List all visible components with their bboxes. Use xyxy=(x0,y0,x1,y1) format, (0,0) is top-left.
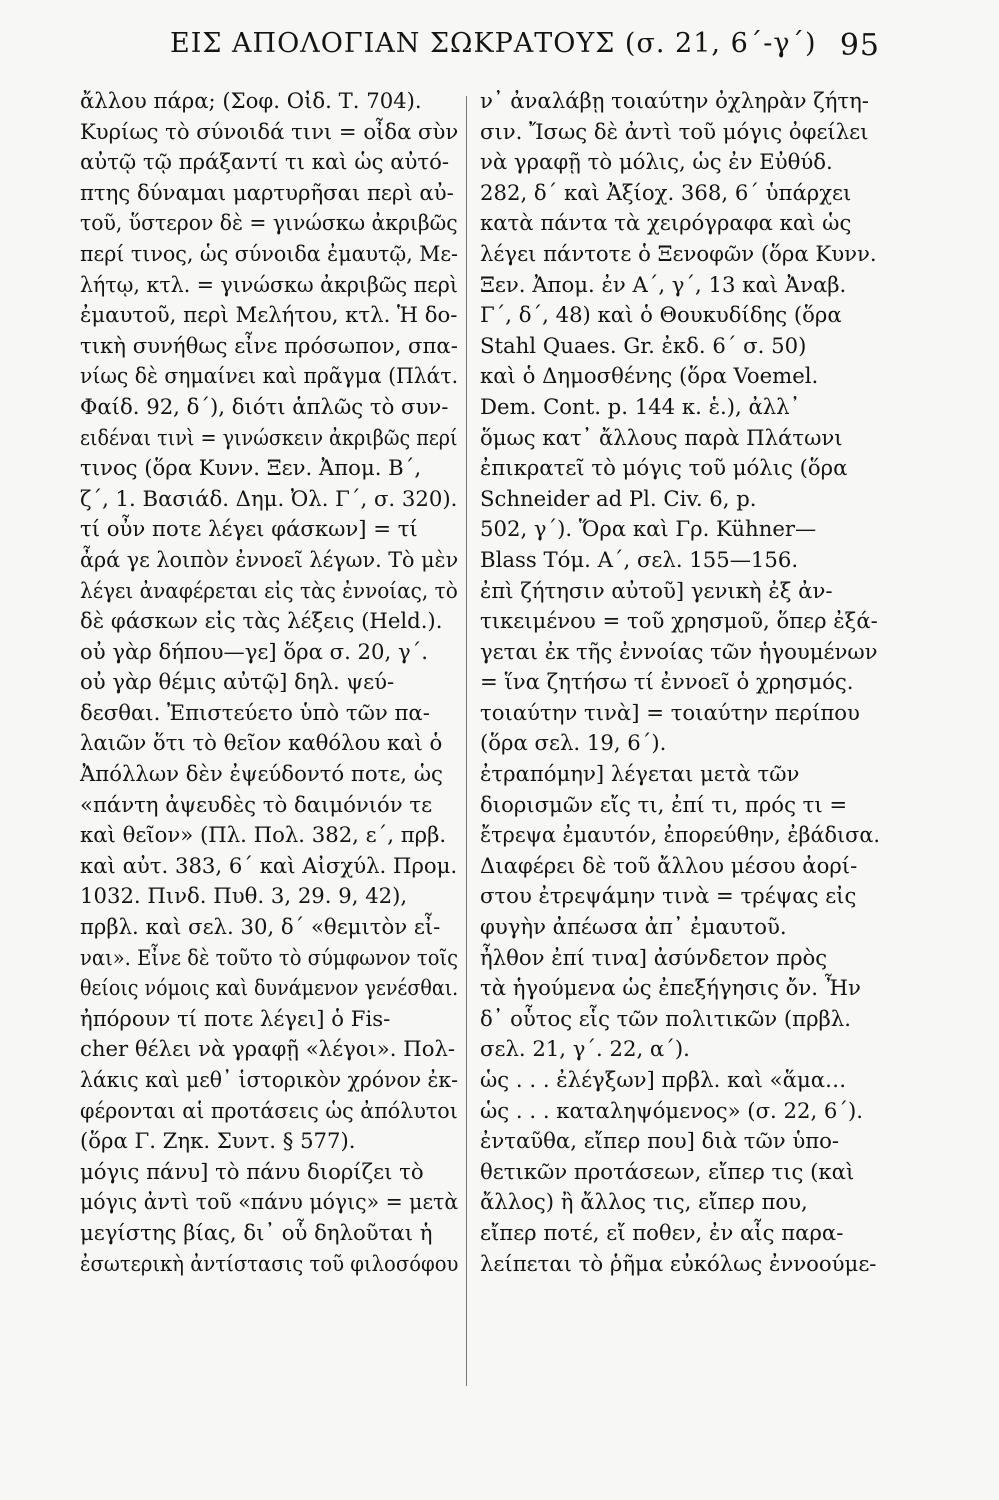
column-divider xyxy=(466,96,467,1386)
text-line: διορισμῶν εἴς τι, ἐπί τι, πρός τι = xyxy=(480,791,848,817)
text-line: τινος (ὅρα Κυνν. Ξεν. Ἀπομ. Β΄, xyxy=(80,455,422,481)
text-line: Γ΄, δ΄, 48) καὶ ὁ Θουκυδίδης (ὅρα xyxy=(480,302,842,328)
text-line: σιν. Ἴσως δὲ ἀντὶ τοῦ μόγις ὀφείλει xyxy=(480,118,869,144)
text-line: ἐμαυτοῦ, περὶ Μελήτου, κτλ. Ἡ δο- xyxy=(80,302,458,328)
text-line: λήτῳ, κτλ. = γινώσκω ἀκριβῶς περὶ xyxy=(80,271,458,297)
text-line: γεται ἐκ τῆς ἐννοίας τῶν ἡγουμένων xyxy=(480,638,878,664)
text-line: ἄλλου πάρα; (Σοφ. Οἰδ. Τ. 704). xyxy=(80,88,422,113)
text-line: (ὅρα Γ. Ζηκ. Συντ. § 577). xyxy=(80,1128,356,1154)
text-line: καὶ θεῖον» (Πλ. Πολ. 382, ε΄, πρβ. xyxy=(80,822,447,848)
text-line: νὰ γραφῇ τὸ μόλις, ὡς ἐν Εὐθύδ. xyxy=(480,149,833,175)
text-line: 502, γ΄). Ὅρα καὶ Γρ. Kühner— xyxy=(480,516,817,542)
text-line: = ἵνα ζητήσω τί ἐννοεῖ ὁ χρησμός. xyxy=(480,669,854,695)
header-title: ΕΙΣ ΑΠΟΛΟΓΙΑΝ ΣΩΚΡΑΤΟΥΣ (σ. 21, 6΄-γ΄) xyxy=(170,28,817,59)
text-line: περί τινος, ὡς σύνοιδα ἐμαυτῷ, Με- xyxy=(80,240,458,266)
text-line: σελ. 21, γ΄. 22, α΄). xyxy=(480,1036,690,1062)
text-line: ναι». Εἶνε δὲ τοῦτο τὸ σύμφωνον τοῖς xyxy=(80,944,459,970)
text-line: μόγις πάνυ] τὸ πάνυ διορίζει τὸ xyxy=(80,1158,424,1184)
text-line: λείπεται τὸ ῥῆμα εὐκόλως ἐννοούμε- xyxy=(480,1250,877,1276)
text-line: ν᾽ ἀναλάβῃ τοιαύτην ὀχληρὰν ζήτη- xyxy=(480,88,869,113)
text-line: ἐνταῦθα, εἴπερ που] διὰ τῶν ὑπο- xyxy=(480,1128,840,1154)
text-line: κατὰ πάντα τὰ χειρόγραφα καὶ ὡς xyxy=(480,210,852,236)
text-line: δὲ φάσκων εἰς τὰς λέξεις (Held.). xyxy=(80,608,443,634)
text-line: Blass Τόμ. Α΄, σελ. 155—156. xyxy=(480,546,799,572)
text-line: Φαίδ. 92, δ΄), διότι ἁπλῶς τὸ συν- xyxy=(80,393,449,419)
text-line: καὶ ὁ Δημοσθένης (ὅρα Voemel. xyxy=(480,363,819,389)
text-line: (ὅρα σελ. 19, 6΄). xyxy=(480,730,667,756)
text-line: ἐπὶ ζήτησιν αὐτοῦ] γενικὴ ἐξ ἀν- xyxy=(480,577,833,603)
text-line: λέγει πάντοτε ὁ Ξενοφῶν (ὅρα Κυνν. xyxy=(480,240,877,266)
text-line: δ᾽ οὗτος εἷς τῶν πολιτικῶν (πρβλ. xyxy=(480,1005,851,1031)
text-line: Ξεν. Ἀπομ. ἐν Α΄, γ΄, 13 καὶ Ἀναβ. xyxy=(480,271,847,297)
text-line: οὐ γὰρ δήπου—γε] ὅρα σ. 20, γ΄. xyxy=(80,638,428,664)
text-line: ὅμως κατ᾽ ἄλλους παρὰ Πλάτωνι xyxy=(480,424,843,450)
page-number: 95 xyxy=(839,28,880,63)
text-line: ἐπικρατεῖ τὸ μόγις τοῦ μόλις (ὅρα xyxy=(480,455,848,481)
text-line: ἐτραπόμην] λέγεται μετὰ τῶν xyxy=(480,761,800,787)
text-line: ἠπόρουν τί ποτε λέγει] ὁ Fis- xyxy=(80,1005,391,1031)
text-line: τοιαύτην τινὰ] = τοιαύτην περίπου xyxy=(480,699,860,725)
text-line: ἄλλος) ἢ ἄλλος τις, εἴπερ που, xyxy=(480,1189,808,1215)
text-line: ἆρά γε λοιπὸν ἐννοεῖ λέγων. Τὸ μὲν xyxy=(80,546,459,572)
text-line: θετικῶν προτάσεων, εἴπερ τις (καὶ xyxy=(480,1158,855,1184)
text-line: ἦλθον ἐπί τινα] ἀσύνδετον πρὸς xyxy=(480,944,828,970)
text-line: ζ΄, 1. Βασιάδ. Δημ. Ὀλ. Γ΄, σ. 320). xyxy=(80,485,458,511)
text-line: εἴπερ ποτέ, εἴ ποθεν, ἐν αἷς παρα- xyxy=(480,1219,844,1245)
text-line: τικειμένου = τοῦ χρησμοῦ, ὅπερ ἐξά- xyxy=(480,608,878,634)
text-line: λάκις καὶ μεθ᾽ ἱστορικὸν χρόνον ἐκ- xyxy=(80,1067,459,1092)
text-line: τὰ ἡγούμενα ὡς ἐπεξήγησις ὄν. Ἦν xyxy=(480,975,861,1001)
text-line: φέρονται αἱ προτάσεις ὡς ἀπόλυτοι xyxy=(80,1097,458,1123)
text-line: πτης δύναμαι μαρτυρῆσαι περὶ αὐ- xyxy=(80,179,454,205)
left-column xyxy=(80,86,458,1279)
text-line: λαιῶν ὅτι τὸ θεῖον καθόλου καὶ ὁ xyxy=(80,730,443,756)
text-line: ἐσωτερικὴ ἀντίστασις τοῦ φιλοσόφου xyxy=(80,1250,459,1276)
text-line: Dem. Cont. p. 144 κ. ἑ.), ἀλλ᾽ xyxy=(480,393,801,419)
text-line: μόγις ἀντὶ τοῦ «πάνυ μόγις» = μετὰ xyxy=(80,1189,459,1215)
text-line: ὡς . . . ἐλέγξων] πρβλ. καὶ «ἅμα… xyxy=(480,1067,847,1092)
text-line: νίως δὲ σημαίνει καὶ πρᾶγμα (Πλάτ. xyxy=(80,363,459,389)
text-line: cher θέλει νὰ γραφῇ «λέγοι». Πολ- xyxy=(80,1036,456,1062)
text-line: λέγει ἀναφέρεται εἰς τὰς ἐννοίας, τὸ xyxy=(80,577,458,603)
text-line: 282, δ΄ καὶ Ἀξίοχ. 368, 6΄ ὑπάρχει xyxy=(480,179,852,205)
text-line: Schneider ad Pl. Civ. 6, p. xyxy=(480,485,757,511)
text-line: μεγίστης βίας, δι᾽ οὗ δηλοῦται ἡ xyxy=(80,1219,433,1245)
text-line: ἔτρεψα ἐμαυτόν, ἐπορεύθην, ἐβάδισα. xyxy=(480,822,880,848)
text-line: πρβλ. καὶ σελ. 30, δ΄ «θεμιτὸν εἶ- xyxy=(80,914,441,940)
text-line: 1032. Πινδ. Πυθ. 3, 29. 9, 42), xyxy=(80,883,408,909)
text-line: Ἀπόλλων δὲν ἐψεύδοντό ποτε, ὡς xyxy=(80,761,443,787)
text-line: στου ἐτρεψάμην τινὰ = τρέψας εἰς xyxy=(480,883,857,909)
text-line: ειδέναι τινὶ = γινώσκειν ἀκριβῶς περί xyxy=(80,424,458,450)
text-line: τί οὖν ποτε λέγει φάσκων] = τί xyxy=(80,516,418,542)
right-column xyxy=(480,86,880,1279)
text-line: «πάντη ἀψευδὲς τὸ δαιμόνιόν τε xyxy=(80,791,433,817)
text-line: Διαφέρει δὲ τοῦ ἄλλου μέσου ἀορί- xyxy=(480,852,858,878)
text-line: ὡς . . . καταληψόμενος» (σ. 22, 6΄). xyxy=(480,1097,864,1123)
text-line: τικὴ συνήθως εἶνε πρόσωπον, σπα- xyxy=(80,332,458,358)
text-line: καὶ αὐτ. 383, 6΄ καὶ Αἰσχύλ. Προμ. xyxy=(80,852,458,878)
text-line: οὐ γὰρ θέμις αὐτῷ] δηλ. ψεύ- xyxy=(80,669,395,695)
text-line: δεσθαι. Ἐπιστεύετο ὑπὸ τῶν πα- xyxy=(80,699,430,725)
text-line: Κυρίως τὸ σύνοιδά τινι = οἶδα σὺν xyxy=(80,118,459,144)
text-line: θείοις νόμοις καὶ δυνάμενον γενέσθαι. xyxy=(80,975,459,1001)
text-line: τοῦ, ὕστερον δὲ = γινώσκω ἀκριβῶς xyxy=(80,210,458,236)
text-line: φυγὴν ἀπέωσα ἀπ᾽ ἐμαυτοῦ. xyxy=(480,914,787,940)
text-line: αὐτῷ τῷ πράξαντί τι καὶ ὡς αὐτό- xyxy=(80,149,450,175)
text-line: Stahl Quaes. Gr. ἐκδ. 6΄ σ. 50) xyxy=(480,332,807,358)
